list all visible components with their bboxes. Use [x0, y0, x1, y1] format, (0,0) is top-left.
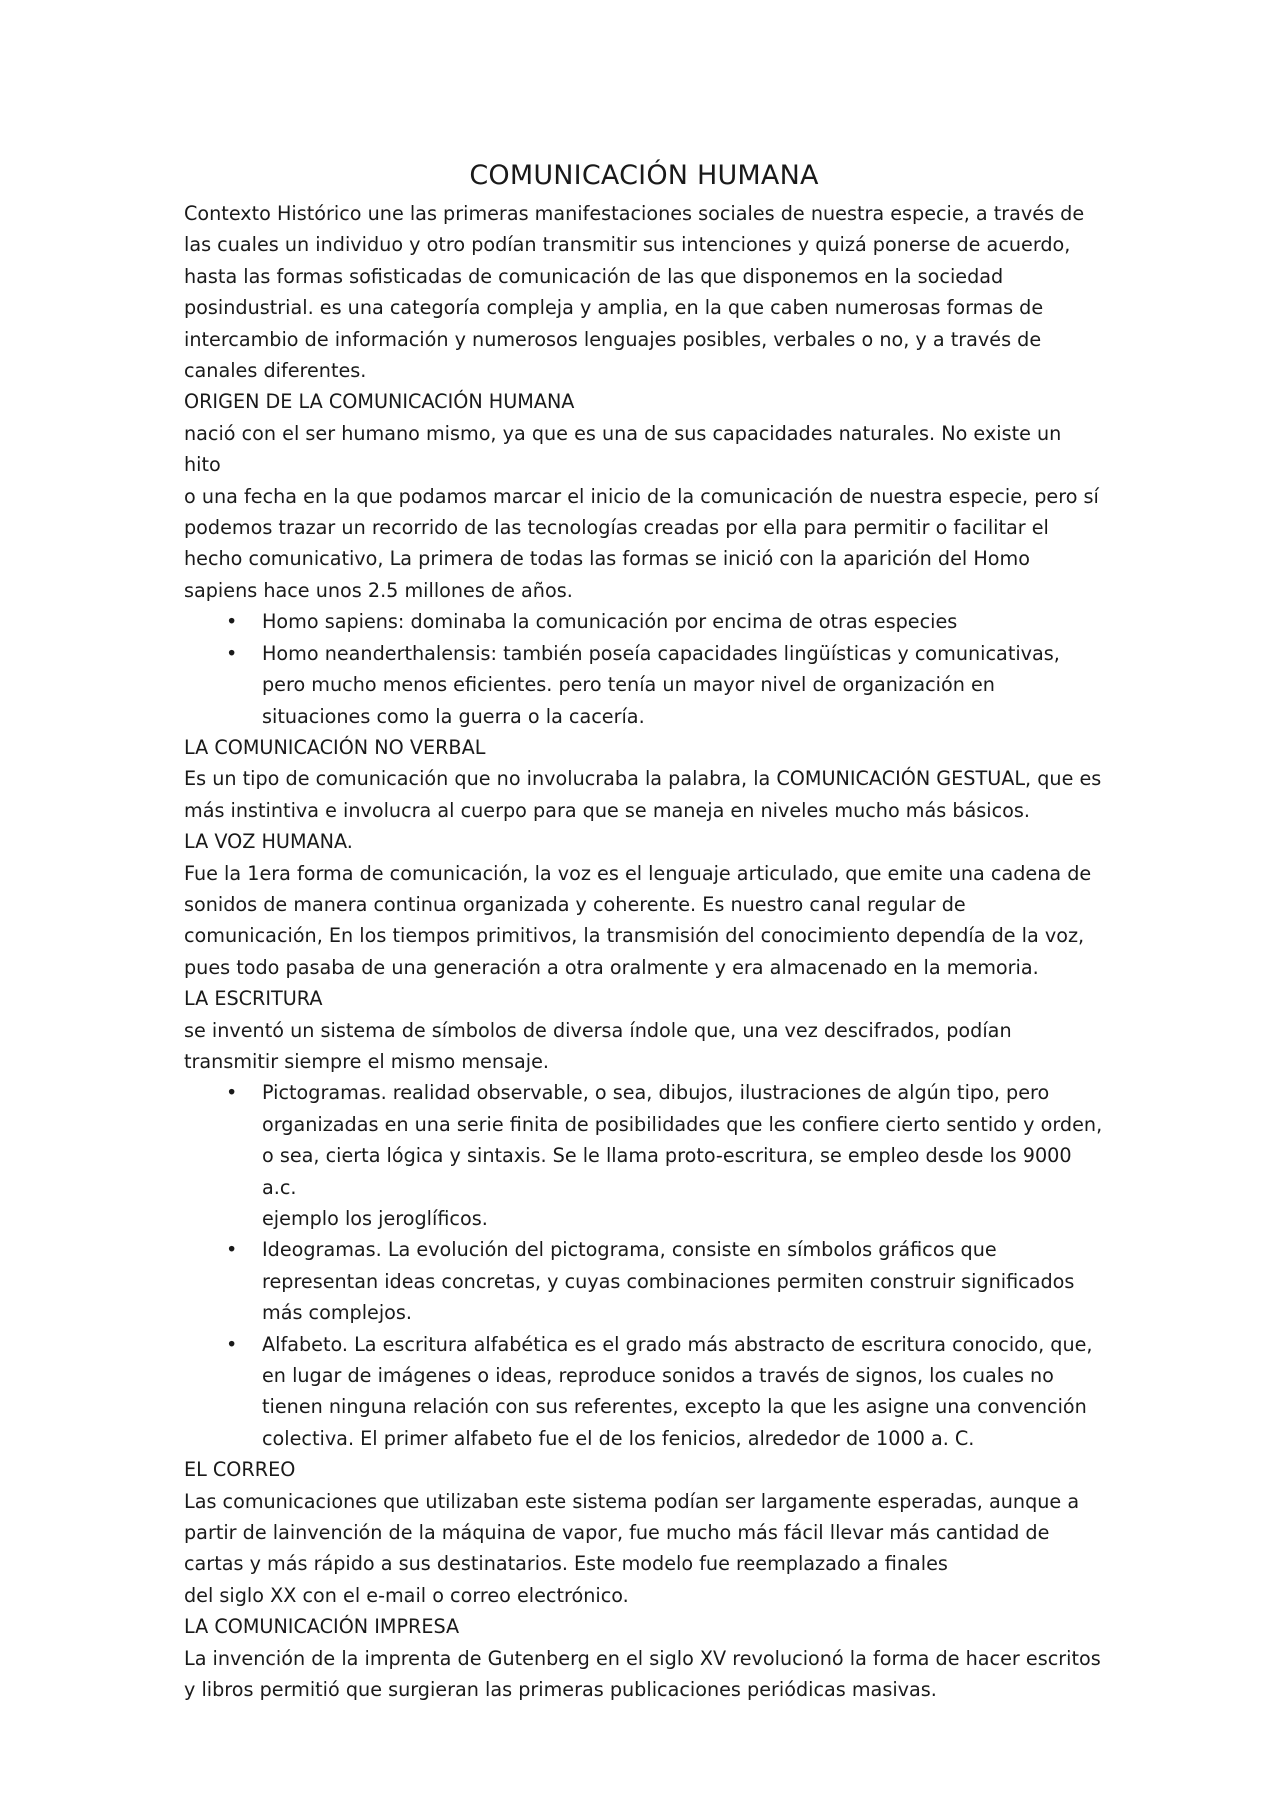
bullet-icon: • [226, 1238, 238, 1262]
impresa-paragraph: La invención de la imprenta de Gutenberg en el siglo XV revolucionó la forma de hacer escritos y libros permitió que surgieran las primeras publicaciones periódicas masivas. [184, 1646, 1101, 1702]
escritura-bullet-list [184, 1077, 1104, 1454]
list-item [184, 638, 1104, 732]
bullet-text: Pictogramas. realidad observable, o sea, dibujos, ilustraciones de algún tipo, pero organizadas en una serie finita de posibilidades que les confiere cierto sentido y orden, o sea, cierta lógica y sintaxis. Se le llama proto-escritura, se empleo desde los 9000 a.c. ejemplo los jeroglíficos. [262, 1081, 1103, 1230]
section-heading-voz: LA VOZ HUMANA. [184, 830, 353, 854]
section-heading-correo: EL CORREO [184, 1458, 296, 1482]
origen-paragraph: nació con el ser humano mismo, ya que es una de sus capacidades naturales. No existe un hito o una fecha en la que podamos marcar el inicio de la comunicación de nuestra especie, pero sí podemos trazar un recorrido de las tecnologías creadas por ella para permitir o facilitar el hecho comunicativo, La primera de todas las formas se inició con la aparición del Homo sapiens hace unos 2.5 millones de años. [184, 421, 1099, 602]
no-verbal-paragraph: Es un tipo de comunicación que no involucraba la palabra, la COMUNICACIÓN GESTUAL, que es más instintiva e involucra al cuerpo para que se maneja en niveles mucho más básicos. [184, 767, 1102, 822]
list-item [184, 1329, 1104, 1455]
section-heading-impresa: LA COMUNICACIÓN IMPRESA [184, 1615, 460, 1639]
escritura-paragraph: se inventó un sistema de símbolos de diversa índole que, una vez descifrados, podían transmitir siempre el mismo mensaje. [184, 1018, 1012, 1073]
origen-bullet-list [184, 606, 1104, 732]
document-page [184, 156, 1104, 1706]
bullet-text: Ideogramas. La evolución del pictograma, consiste en símbolos gráficos que representan ideas concretas, y cuyas combinaciones permiten construir significados más complejos. [262, 1238, 1075, 1325]
correo-paragraph: Las comunicaciones que utilizaban este sistema podían ser largamente esperadas, aunque a partir de lainvención de la máquina de vapor, fue mucho más fácil llevar más cantidad de cartas y más rápido a sus destinatarios. Este modelo fue reemplazado a finales del siglo XX con el e-mail o correo electrónico. [184, 1489, 1080, 1607]
section-heading-no-verbal: LA COMUNICACIÓN NO VERBAL [184, 735, 486, 759]
voz-paragraph: Fue la 1era forma de comunicación, la voz es el lenguaje articulado, que emite una cadena de sonidos de manera continua organizada y coherente. Es nuestro canal regular de comunicación, En los tiempos primitivos, la transmisión del conocimiento dependía de la voz, pues todo pasaba de una generación a otra oralmente y era almacenado en la memoria. [184, 861, 1092, 979]
list-item [184, 1234, 1104, 1328]
bullet-icon: • [226, 1081, 238, 1105]
bullet-icon: • [226, 641, 238, 665]
list-item [184, 606, 1104, 637]
section-heading-origen: ORIGEN DE LA COMUNICACIÓN HUMANA [184, 390, 575, 414]
bullet-icon: • [226, 610, 238, 634]
document-title: COMUNICACIÓN HUMANA [469, 160, 819, 191]
bullet-text: Alfabeto. La escritura alfabética es el grado más abstracto de escritura conocido, que, en lugar de imágenes o ideas, reproduce sonidos a través de signos, los cuales no tienen ninguna relación con sus referentes, excepto la que les asigne una convención colectiva. El primer alfabeto fue el de los fenicios, alrededor de 1000 a. C. [262, 1332, 1093, 1450]
section-heading-escritura: LA ESCRITURA [184, 987, 323, 1011]
list-item [184, 1077, 1104, 1234]
bullet-text: Homo neanderthalensis: también poseía capacidades lingüísticas y comunicativas, pero mucho menos eficientes. pero tenía un mayor nivel de organización en situaciones como la guerra o la cacería. [262, 641, 1060, 728]
bullet-icon: • [226, 1332, 238, 1356]
bullet-text: Homo sapiens: dominaba la comunicación por encima de otras especies [262, 610, 958, 634]
intro-paragraph: Contexto Histórico une las primeras manifestaciones sociales de nuestra especie, a través de las cuales un individuo y otro podían transmitir sus intenciones y quizá ponerse de acuerdo, hasta las formas sofisticadas de comunicación de las que disponemos en la sociedad posindustrial. es una categoría compleja y amplia, en la que caben numerosas formas de intercambio de información y numerosos lenguajes posibles, verbales o no, y a través de canales diferentes. [184, 202, 1085, 383]
